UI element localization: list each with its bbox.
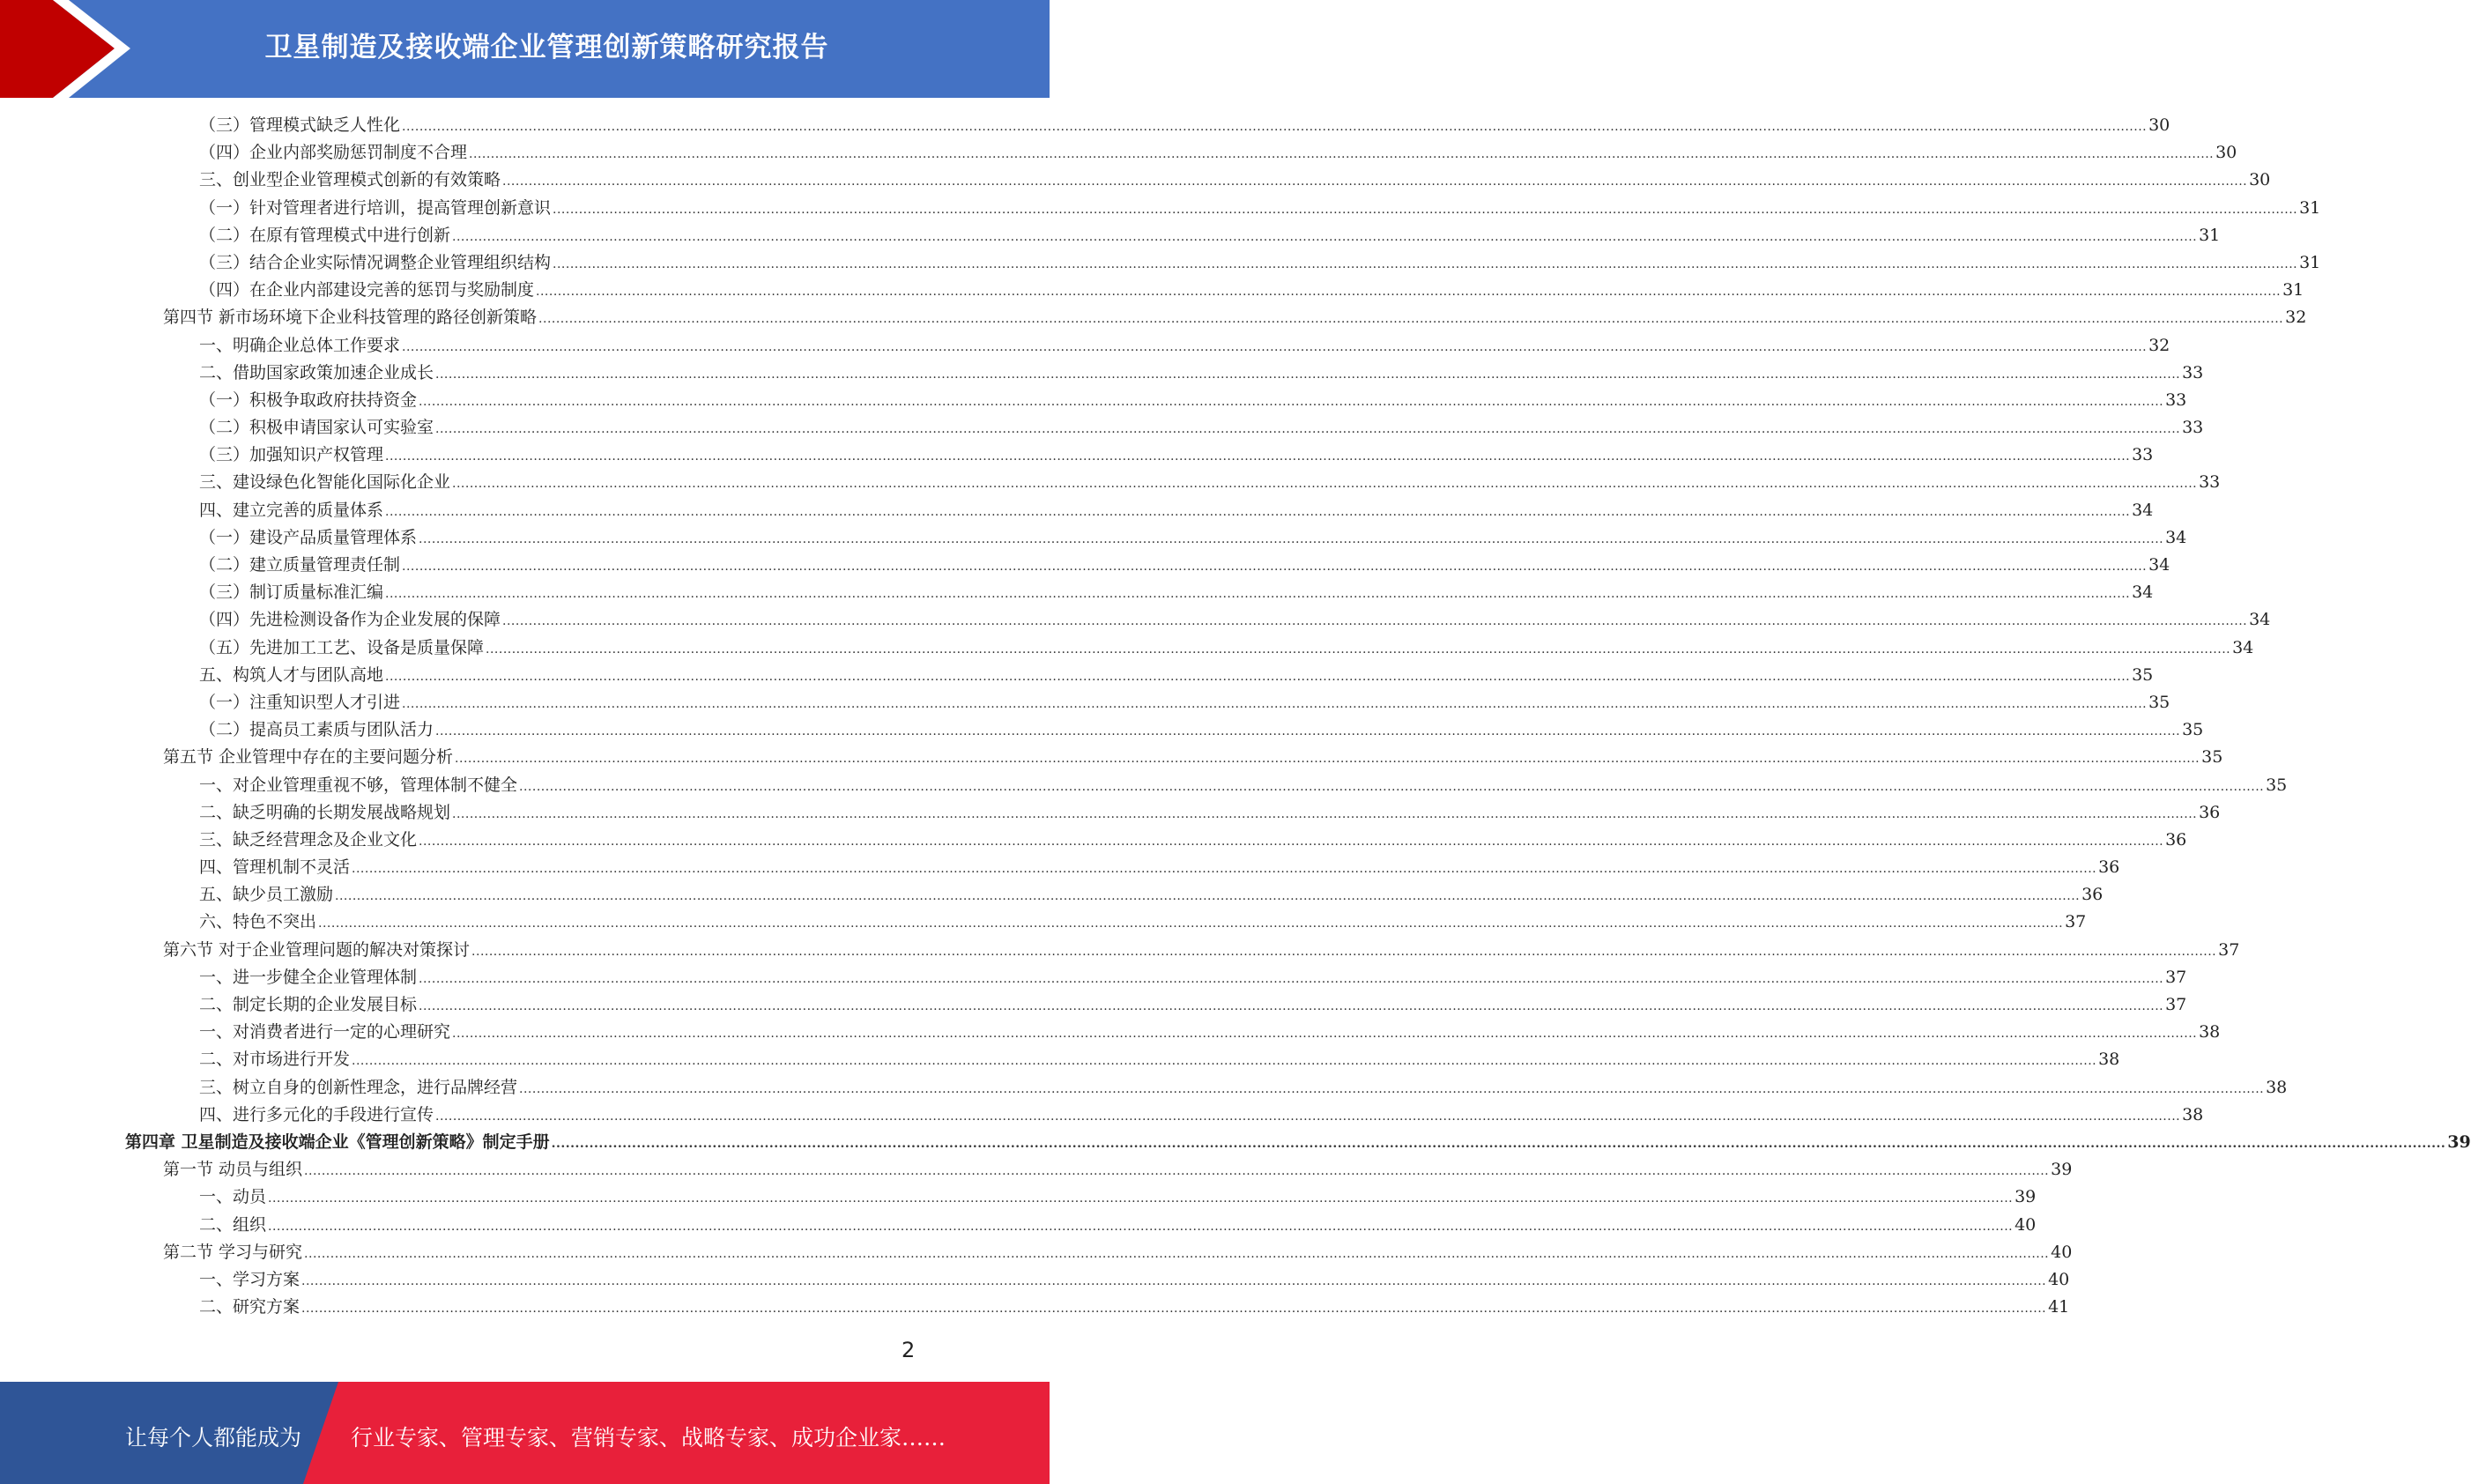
toc-entry[interactable] <box>0 469 2221 496</box>
toc-dot-leader: ................................................................................................................................................................................................................................................................................................................................................................................................................ <box>304 1246 2050 1261</box>
toc-entry-page: 31 <box>2199 225 2221 245</box>
toc-entry-page: 38 <box>2266 1077 2288 1097</box>
toc-dot-leader: ................................................................................................................................................................................................................................................................................................................................................................................................................ <box>352 1054 2097 1069</box>
toc-dot-leader: ................................................................................................................................................................................................................................................................................................................................................................................................................ <box>301 1302 2047 1317</box>
toc-entry[interactable] <box>0 964 2187 991</box>
toc-entry[interactable] <box>0 1102 2204 1129</box>
toc-entry-label: 第二节 学习与研究 <box>163 1242 303 1262</box>
toc-entry-label: 第五节 企业管理中存在的主要问题分析 <box>163 747 454 768</box>
toc-entry[interactable] <box>0 1266 2070 1294</box>
toc-dot-leader: ................................................................................................................................................................................................................................................................................................................................................................................................................ <box>519 1081 2265 1096</box>
toc-entry[interactable] <box>0 579 2154 606</box>
toc-dot-leader: ................................................................................................................................................................................................................................................................................................................................................................................................................ <box>402 560 2148 574</box>
toc-entry-page: 38 <box>2182 1104 2204 1124</box>
toc-entry-page: 41 <box>2048 1297 2070 1317</box>
toc-entry[interactable] <box>0 772 2288 799</box>
toc-entry[interactable] <box>0 524 2187 552</box>
toc-dot-leader: ................................................................................................................................................................................................................................................................................................................................................................................................................ <box>435 724 2181 739</box>
toc-entry-page: 38 <box>2199 1022 2221 1043</box>
toc-dot-leader: ................................................................................................................................................................................................................................................................................................................................................................................................................ <box>335 889 2081 904</box>
toc-entry[interactable] <box>0 387 2187 414</box>
toc-entry-label: 二、研究方案 <box>199 1297 301 1317</box>
toc-entry-label: 第一节 动员与组织 <box>163 1160 303 1180</box>
toc-dot-leader: ................................................................................................................................................................................................................................................................................................................................................................................................................ <box>452 229 2198 244</box>
toc-entry-label: （三）结合企业实际情况调整企业管理组织结构 <box>199 252 552 272</box>
toc-entry-label: 一、明确企业总体工作要求 <box>199 335 401 355</box>
toc-entry-page: 37 <box>2218 939 2240 960</box>
toc-entry-label: 五、构筑人才与团队高地 <box>199 664 384 685</box>
toc-entry[interactable] <box>0 606 2271 634</box>
toc-dot-leader: ................................................................................................................................................................................................................................................................................................................................................................................................................ <box>419 971 2164 986</box>
toc-dot-leader: ................................................................................................................................................................................................................................................................................................................................................................................................................ <box>553 256 2298 271</box>
toc-entry[interactable] <box>0 716 2204 744</box>
toc-dot-leader: ................................................................................................................................................................................................................................................................................................................................................................................................................ <box>385 669 2131 684</box>
toc-entry-page: 37 <box>2165 967 2187 987</box>
toc-entry-page: 31 <box>2299 197 2321 218</box>
toc-entry-label: 第四节 新市场环境下企业科技管理的路径创新策略 <box>163 308 538 328</box>
toc-dot-leader: ................................................................................................................................................................................................................................................................................................................................................................................................................ <box>304 1164 2050 1179</box>
toc-entry-label: 二、缺乏明确的长期发展战略规划 <box>199 802 451 822</box>
toc-entry-page: 36 <box>2165 829 2187 850</box>
toc-entry[interactable] <box>0 1156 2073 1183</box>
toc-entry-page: 31 <box>2299 252 2321 272</box>
toc-entry[interactable] <box>0 249 2321 277</box>
toc-entry-label: 三、建设绿色化智能化国际化企业 <box>199 472 451 493</box>
toc-entry-label: 四、进行多元化的手段进行宣传 <box>199 1104 434 1124</box>
toc-entry-page: 37 <box>2065 912 2087 932</box>
toc-entry-page: 34 <box>2132 582 2154 603</box>
toc-entry[interactable] <box>0 909 2087 936</box>
page-header <box>0 0 1050 98</box>
toc-dot-leader: ................................................................................................................................................................................................................................................................................................................................................................................................................ <box>352 862 2097 877</box>
toc-entry-page: 35 <box>2182 720 2204 740</box>
toc-entry[interactable] <box>0 167 2271 194</box>
toc-entry-label: 二、制定长期的企业发展目标 <box>199 995 418 1014</box>
page-footer <box>0 1382 1050 1484</box>
toc-entry-label: 一、学习方案 <box>199 1269 301 1289</box>
toc-entry-page: 30 <box>2148 115 2170 135</box>
toc-entry-label: 三、创业型企业管理模式创新的有效策略 <box>199 170 501 190</box>
toc-dot-leader: ................................................................................................................................................................................................................................................................................................................................................................................................................ <box>385 449 2131 464</box>
toc-entry[interactable] <box>0 827 2187 854</box>
toc-entry-label: （二）建立质量管理责任制 <box>199 555 401 575</box>
toc-entry-label: （二）积极申请国家认可实验室 <box>199 418 434 438</box>
toc-entry[interactable] <box>0 662 2154 689</box>
toc-dot-leader: ................................................................................................................................................................................................................................................................................................................................................................................................................ <box>551 1136 2446 1151</box>
toc-entry[interactable] <box>0 112 2170 139</box>
toc-entry-label: （四）先进检测设备作为企业发展的保障 <box>199 610 501 630</box>
toc-dot-leader: ................................................................................................................................................................................................................................................................................................................................................................................................................ <box>419 531 2164 546</box>
toc-dot-leader: ................................................................................................................................................................................................................................................................................................................................................................................................................ <box>502 174 2248 189</box>
toc-entry-page: 35 <box>2266 775 2288 795</box>
toc-entry[interactable] <box>0 1294 2070 1321</box>
toc-dot-leader: ................................................................................................................................................................................................................................................................................................................................................................................................................ <box>519 779 2265 794</box>
toc-entry[interactable] <box>0 414 2204 441</box>
toc-entry[interactable] <box>0 277 2304 304</box>
toc-entry[interactable] <box>0 552 2170 579</box>
toc-entry-label: （一）注重知识型人才引进 <box>199 692 401 712</box>
toc-entry-page: 35 <box>2132 664 2154 685</box>
toc-dot-leader: ................................................................................................................................................................................................................................................................................................................................................................................................................ <box>452 477 2198 492</box>
toc-entry-page: 36 <box>2081 885 2104 905</box>
toc-dot-leader: ................................................................................................................................................................................................................................................................................................................................................................................................................ <box>402 696 2148 711</box>
footer-slogan-right: 行业专家、管理专家、营销专家、战略专家、成功企业家…… <box>351 1425 946 1451</box>
toc-entry-page: 39 <box>2015 1187 2037 1207</box>
toc-entry[interactable] <box>0 497 2154 524</box>
toc-dot-leader: ................................................................................................................................................................................................................................................................................................................................................................................................................ <box>419 834 2164 849</box>
toc-entry-page: 37 <box>2165 995 2187 1014</box>
toc-entry-label: 四、管理机制不灵活 <box>199 857 351 878</box>
toc-entry-page: 34 <box>2232 637 2254 657</box>
toc-entry-label: （二）提高员工素质与团队活力 <box>199 720 434 740</box>
toc-entry-label: （一）针对管理者进行培训，提高管理创新意识 <box>199 197 552 218</box>
toc-entry-page: 33 <box>2199 472 2221 493</box>
toc-entry[interactable] <box>0 937 2240 964</box>
toc-dot-leader: ................................................................................................................................................................................................................................................................................................................................................................................................................ <box>553 202 2298 217</box>
toc-entry-label: （二）在原有管理模式中进行创新 <box>199 225 451 245</box>
toc-entry-label: （五）先进加工工艺、设备是质量保障 <box>199 637 485 657</box>
toc-entry-label: 一、对企业管理重视不够，管理体制不健全 <box>199 775 518 795</box>
toc-entry-label: 二、对市场进行开发 <box>199 1050 351 1070</box>
toc-entry[interactable] <box>0 881 2104 909</box>
toc-entry-label: 三、缺乏经营理念及企业文化 <box>199 829 418 850</box>
toc-entry[interactable] <box>0 991 2187 1019</box>
toc-entry-label: （四）在企业内部建设完善的惩罚与奖励制度 <box>199 280 535 301</box>
toc-entry[interactable] <box>0 222 2221 249</box>
toc-dot-leader: ................................................................................................................................................................................................................................................................................................................................................................................................................ <box>435 367 2181 382</box>
toc-dot-leader: ................................................................................................................................................................................................................................................................................................................................................................................................................ <box>452 806 2198 821</box>
toc-dot-leader: ................................................................................................................................................................................................................................................................................................................................................................................................................ <box>536 285 2282 300</box>
toc-entry[interactable] <box>0 332 2170 360</box>
toc-entry[interactable] <box>0 634 2254 662</box>
toc-dot-leader: ................................................................................................................................................................................................................................................................................................................................................................................................................ <box>385 504 2131 519</box>
toc-entry-label: 六、特色不突出 <box>199 912 317 932</box>
toc-entry-label: （三）制订质量标准汇编 <box>199 582 384 603</box>
toc-entry-page: 33 <box>2182 362 2204 382</box>
toc-entry-page: 38 <box>2098 1050 2120 1070</box>
toc-entry[interactable] <box>0 1129 2471 1156</box>
toc-entry-page: 34 <box>2249 610 2271 630</box>
toc-dot-leader: ................................................................................................................................................................................................................................................................................................................................................................................................................ <box>318 916 2064 931</box>
toc-entry-page: 32 <box>2285 308 2307 328</box>
footer-slogan-left: 让每个人都能成为 <box>125 1425 302 1451</box>
toc-entry-page: 33 <box>2165 390 2187 410</box>
toc-entry[interactable] <box>0 304 2307 331</box>
toc-dot-leader: ................................................................................................................................................................................................................................................................................................................................................................................................................ <box>435 1109 2181 1124</box>
toc-entry-page: 39 <box>2051 1160 2073 1180</box>
toc-entry[interactable] <box>0 360 2204 387</box>
toc-entry[interactable] <box>0 1183 2037 1211</box>
toc-entry[interactable] <box>0 1212 2037 1239</box>
toc-entry[interactable] <box>0 1074 2288 1102</box>
toc-dot-leader: ................................................................................................................................................................................................................................................................................................................................................................................................................ <box>502 614 2248 629</box>
toc-entry[interactable] <box>0 441 2154 469</box>
toc-entry-label: （一）建设产品质量管理体系 <box>199 527 418 547</box>
toc-entry-page: 30 <box>2215 143 2237 163</box>
toc-entry-page: 33 <box>2132 445 2154 465</box>
toc-entry-label: 二、组织 <box>199 1214 267 1235</box>
toc-entry-page: 31 <box>2282 280 2304 301</box>
toc-entry-page: 34 <box>2132 500 2154 520</box>
toc-dot-leader: ................................................................................................................................................................................................................................................................................................................................................................................................................ <box>419 999 2164 1013</box>
toc-dot-leader: ................................................................................................................................................................................................................................................................................................................................................................................................................ <box>486 642 2231 657</box>
toc-entry-label: 四、建立完善的质量体系 <box>199 500 384 520</box>
toc-dot-leader: ................................................................................................................................................................................................................................................................................................................................................................................................................ <box>402 339 2148 354</box>
toc-entry-page: 32 <box>2148 335 2170 355</box>
toc-dot-leader: ................................................................................................................................................................................................................................................................................................................................................................................................................ <box>268 1219 2014 1234</box>
toc-entry-label: 一、对消费者进行一定的心理研究 <box>199 1022 451 1043</box>
toc-entry-label: 五、缺少员工激励 <box>199 885 334 905</box>
toc-entry-label: （三）加强知识产权管理 <box>199 445 384 465</box>
toc-entry[interactable] <box>0 195 2321 222</box>
toc-entry-label: （三）管理模式缺乏人性化 <box>199 115 401 135</box>
toc-dot-leader: ................................................................................................................................................................................................................................................................................................................................................................................................................ <box>301 1273 2047 1288</box>
toc-entry-page: 40 <box>2015 1214 2037 1235</box>
report-title: 卫星制造及接收端企业管理创新策略研究报告 <box>264 32 829 63</box>
toc-entry-label: 第六节 对于企业管理问题的解决对策探讨 <box>163 939 471 960</box>
toc-entry-page: 33 <box>2182 418 2204 438</box>
toc-dot-leader: ................................................................................................................................................................................................................................................................................................................................................................................................................ <box>469 147 2215 162</box>
toc-entry-page: 36 <box>2098 857 2120 878</box>
toc-entry-page: 39 <box>2447 1132 2471 1152</box>
toc-dot-leader: ................................................................................................................................................................................................................................................................................................................................................................................................................ <box>455 752 2200 767</box>
toc-entry[interactable] <box>0 744 2223 771</box>
toc-entry[interactable] <box>0 689 2170 716</box>
toc-entry-label: （四）企业内部奖励惩罚制度不合理 <box>199 143 468 163</box>
toc-entry-page: 40 <box>2051 1242 2073 1262</box>
toc-entry-page: 34 <box>2165 527 2187 547</box>
toc-entry[interactable] <box>0 139 2237 167</box>
toc-dot-leader: ................................................................................................................................................................................................................................................................................................................................................................................................................ <box>435 422 2181 437</box>
toc-entry-page: 35 <box>2201 747 2223 768</box>
toc-dot-leader: ................................................................................................................................................................................................................................................................................................................................................................................................................ <box>419 394 2164 409</box>
toc-entry[interactable] <box>0 1239 2073 1266</box>
toc-dot-leader: ................................................................................................................................................................................................................................................................................................................................................................................................................ <box>538 312 2284 327</box>
page-number: 2 <box>902 1338 916 1362</box>
toc-entry-page: 36 <box>2199 802 2221 822</box>
toc-entry-page: 35 <box>2148 692 2170 712</box>
toc-entry[interactable] <box>0 1046 2120 1073</box>
toc-dot-leader: ................................................................................................................................................................................................................................................................................................................................................................................................................ <box>452 1027 2198 1042</box>
toc-entry[interactable] <box>0 1019 2221 1046</box>
toc-entry[interactable] <box>0 799 2221 827</box>
toc-dot-leader: ................................................................................................................................................................................................................................................................................................................................................................................................................ <box>385 587 2131 602</box>
toc-entry-label: 二、借助国家政策加速企业成长 <box>199 362 434 382</box>
toc-entry-label: 一、动员 <box>199 1187 267 1207</box>
toc-entry[interactable] <box>0 854 2120 881</box>
toc-dot-leader: ................................................................................................................................................................................................................................................................................................................................................................................................................ <box>268 1191 2014 1206</box>
toc-entry-page: 30 <box>2249 170 2271 190</box>
toc-entry-page: 34 <box>2148 555 2170 575</box>
toc-entry-label: 三、树立自身的创新性理念，进行品牌经营 <box>199 1077 518 1097</box>
table-of-contents <box>0 112 2471 1321</box>
toc-entry-label: 第四章 卫星制造及接收端企业《管理创新策略》制定手册 <box>125 1132 550 1152</box>
toc-entry-label: （一）积极争取政府扶持资金 <box>199 390 418 410</box>
toc-entry-label: 一、进一步健全企业管理体制 <box>199 967 418 987</box>
toc-dot-leader: ................................................................................................................................................................................................................................................................................................................................................................................................................ <box>471 944 2217 959</box>
toc-entry-page: 40 <box>2048 1269 2070 1289</box>
toc-dot-leader: ................................................................................................................................................................................................................................................................................................................................................................................................................ <box>402 120 2148 134</box>
